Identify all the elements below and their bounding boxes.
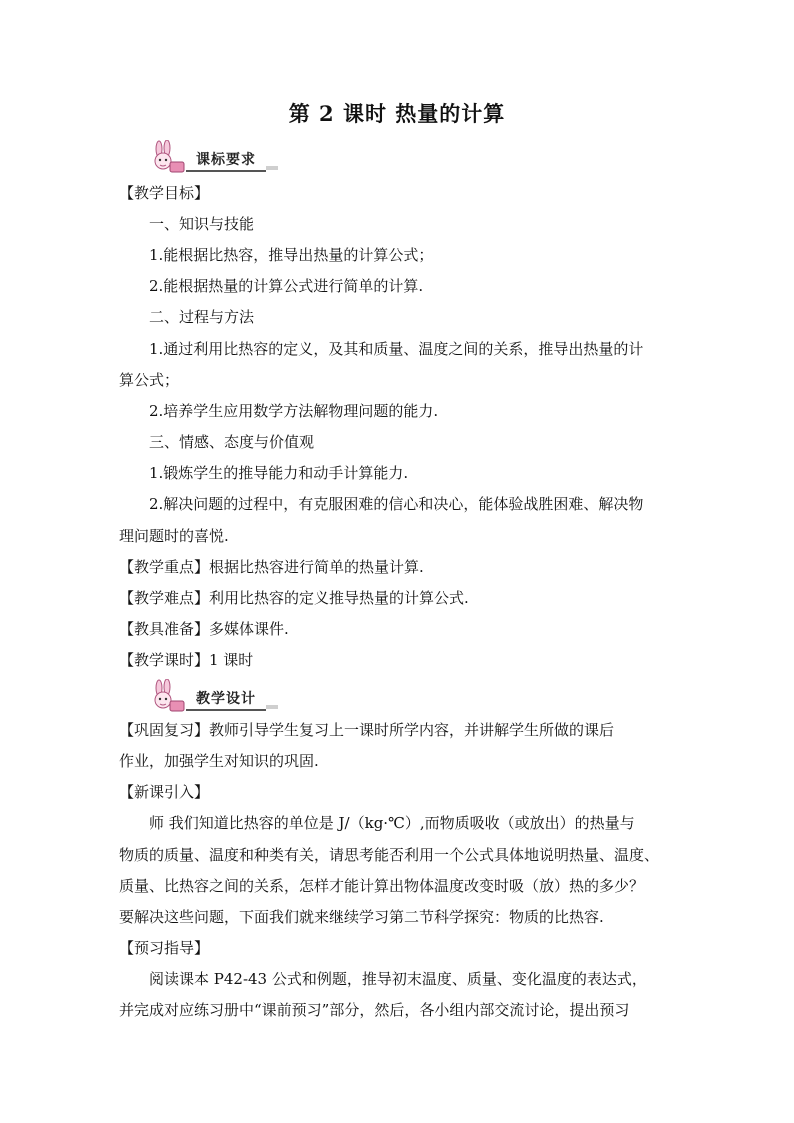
text-line: 算公式； bbox=[119, 371, 180, 389]
text-line: 质量、比热容之间的关系，怎样才能计算出物体温度改变时吸（放）热的多少？ bbox=[119, 877, 645, 895]
text-line: 1.能根据比热容，推导出热量的计算公式； bbox=[149, 246, 434, 264]
text-line: 【教学难点】利用比热容的定义推导热量的计算公式. bbox=[119, 589, 469, 607]
text-line: 1.锻炼学生的推导能力和动手计算能力. bbox=[149, 464, 409, 482]
text-line: 【教学课时】1 课时 bbox=[119, 651, 254, 669]
text-line: 【教学重点】根据比热容进行简单的热量计算. bbox=[119, 558, 424, 576]
banner-label: 教学设计 bbox=[186, 689, 266, 711]
text-line: 2.解决问题的过程中，有克服困难的信心和决心，能体验战胜困难、解决物 bbox=[149, 495, 644, 513]
text-line: 物质的质量、温度和种类有关，请思考能否利用一个公式具体地说明热量、温度、 bbox=[119, 846, 660, 864]
text-line: 【预习指导】 bbox=[119, 939, 210, 957]
section-banner-design bbox=[146, 679, 271, 715]
text-line: 1.通过利用比热容的定义，及其和质量、温度之间的关系，推导出热量的计 bbox=[149, 340, 644, 358]
text-line: 并完成对应练习册中“课前预习”部分，然后，各小组内部交流讨论，提出预习 bbox=[119, 1001, 630, 1019]
text-line: 一、知识与技能 bbox=[149, 215, 255, 233]
text-line: 三、情感、态度与价值观 bbox=[149, 433, 315, 451]
text-line: 2.培养学生应用数学方法解物理问题的能力. bbox=[149, 402, 439, 420]
page-title: 第 2 课时 热量的计算 bbox=[288, 101, 506, 126]
text-line: 理问题时的喜悦. bbox=[119, 527, 229, 545]
text-line: 二、过程与方法 bbox=[149, 308, 255, 326]
text-line: 【新课引入】 bbox=[119, 783, 210, 801]
rabbit-mascot-icon bbox=[146, 140, 190, 176]
rabbit-mascot-icon bbox=[146, 679, 190, 715]
text-line: 作业，加强学生对知识的巩固. bbox=[119, 752, 319, 770]
text-line: 师 我们知道比热容的单位是 J/（kg·℃）,而物质吸收（或放出）的热量与 bbox=[149, 814, 635, 832]
text-line: 阅读课本 P42-43 公式和例题，推导初末温度、质量、变化温度的表达式， bbox=[149, 970, 647, 988]
section-banner-standards bbox=[146, 140, 271, 176]
banner-label: 课标要求 bbox=[186, 150, 266, 172]
text-line: 【教学目标】 bbox=[119, 184, 210, 202]
text-line: 要解决这些问题，下面我们就来继续学习第二节科学探究：物质的比热容. bbox=[119, 908, 604, 926]
text-line: 【教具准备】多媒体课件. bbox=[119, 620, 289, 638]
text-line: 【巩固复习】教师引导学生复习上一课时所学内容，并讲解学生所做的课后 bbox=[119, 721, 615, 739]
text-line: 2.能根据热量的计算公式进行简单的计算. bbox=[149, 277, 424, 295]
